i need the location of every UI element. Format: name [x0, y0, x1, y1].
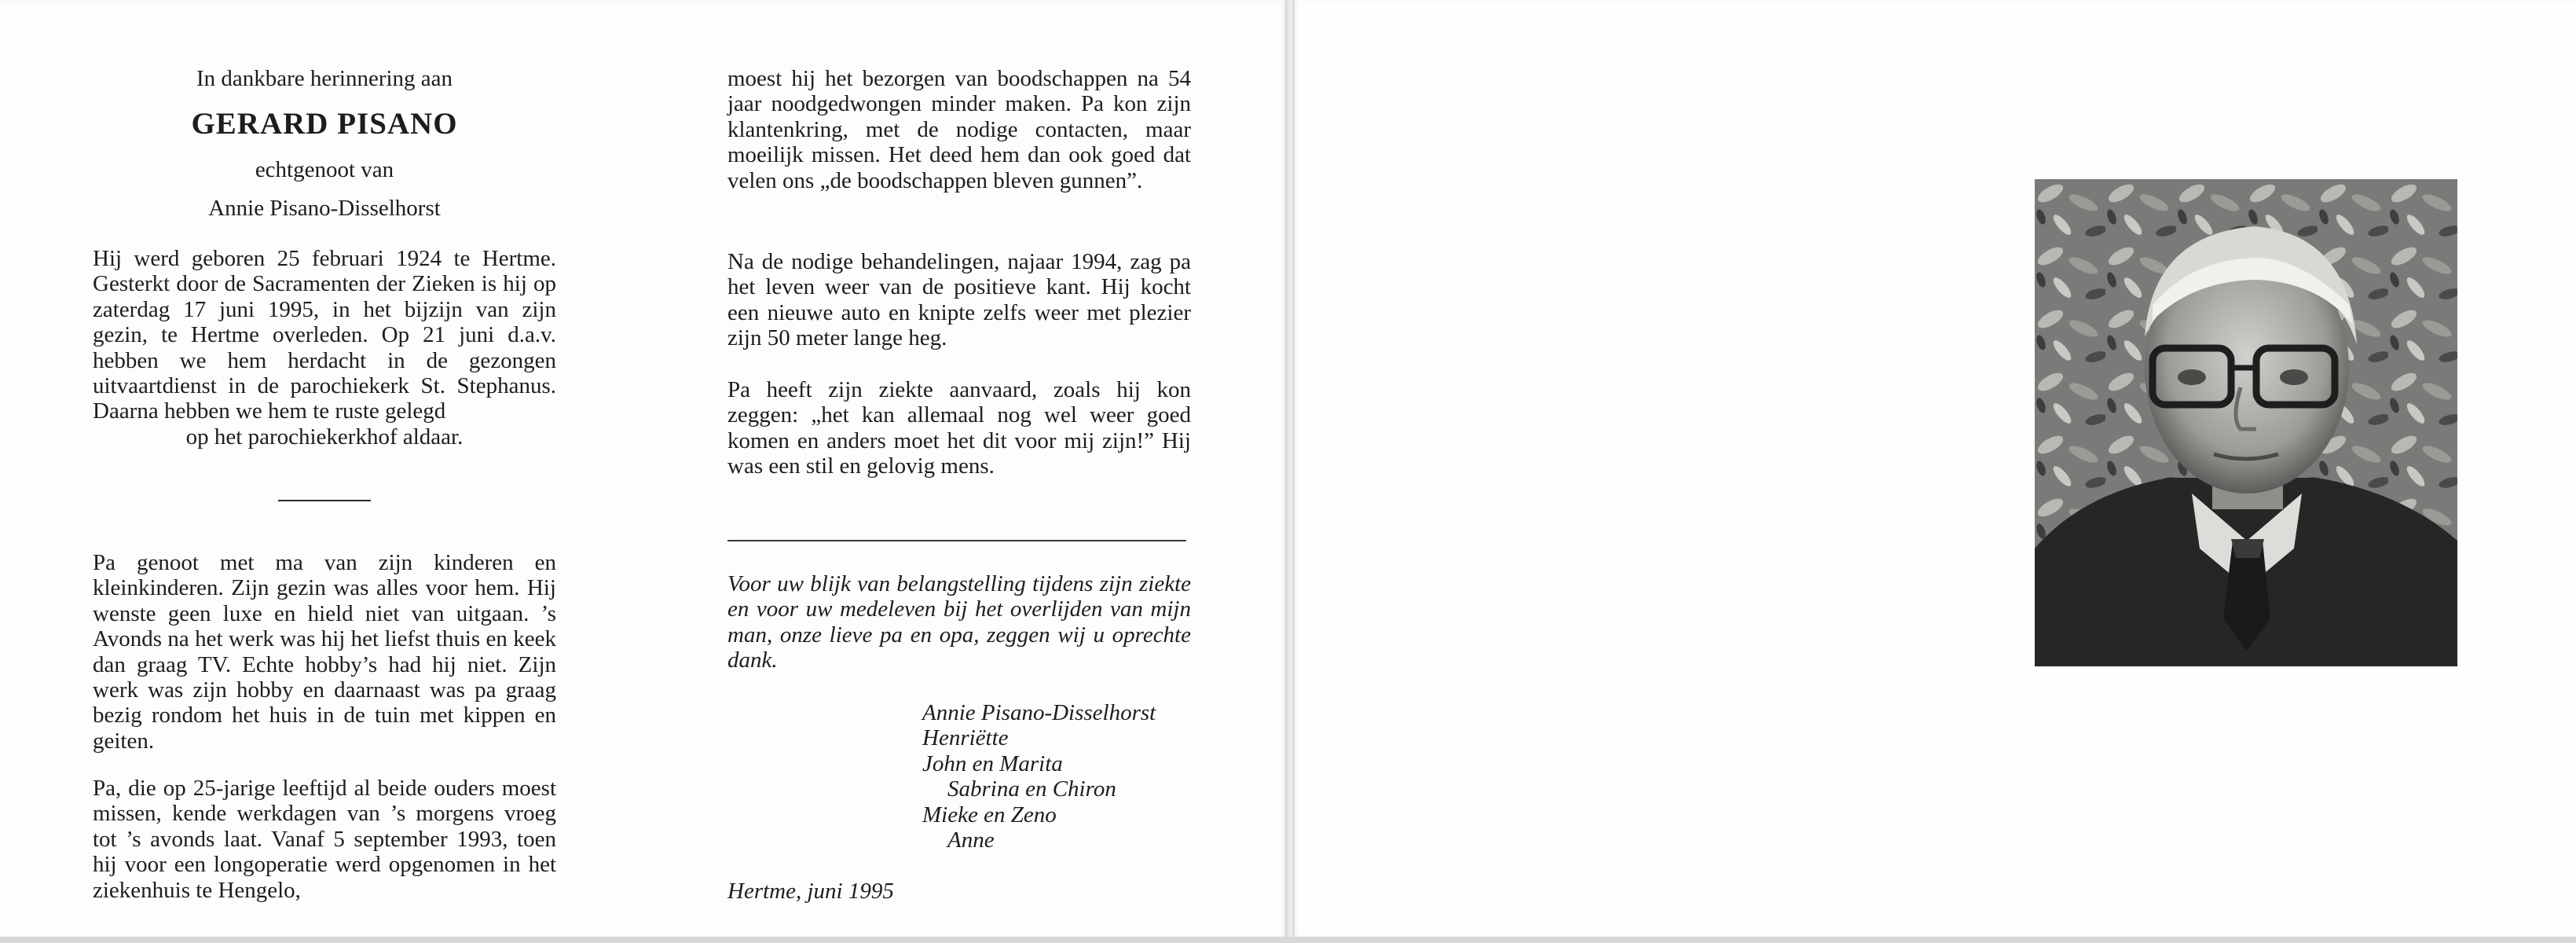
signatory: Henriëtte — [922, 725, 1009, 751]
biography-paragraph-6: Pa heeft zijn ziekte aanvaard, zoals hij kon zeggen: „het kan allemaal nog wel weer goed komen en anders moet het dit voor mij zijn!” Hij was een stil en gelovig mens. — [727, 377, 1191, 479]
spouse-name: Annie Pisano-Disselhorst — [208, 196, 441, 221]
signatory: Annie Pisano-Disselhorst — [922, 700, 1156, 725]
thanks-message: Voor uw blijk van belangstelling tijdens zijn ziekte en voor uw medeleven bij het overlijden van mijn man, onze lieve pa en opa, zeggen wij u oprechte dank. — [727, 571, 1191, 673]
spouse-label: echtgenoot van — [255, 157, 394, 182]
biography-paragraph-4: moest hij het bezorgen van boodschappen na 54 jaar noodgedwongen minder maken. Pa kon zijn klantenkring, met de nodige contacten, maar moeilijk missen. Het deed hem dan ook goed dat velen ons „de boodschappen bleven gunnen”. — [727, 66, 1191, 193]
biography-paragraph-2: Pa genoot met ma van zijn kinderen en kleinkinderen. Zijn gezin was alles voor hem. Hij wenste geen luxe en hield niet van uitgaan. ’s Avonds na het werk was hij het liefst thuis en keek dan graag TV. Echte hobby’s had hij niet. Zijn werk was zijn hobby en daarnaast was pa graag bezig rondom het huis in de tuin met kippen en geiten. — [93, 550, 556, 754]
biography-paragraph-5: Na de nodige behandelingen, najaar 1994, zag pa het leven weer van de positieve kant. Hij kocht een nieuwe auto en knipte zelfs weer met plezier zijn 50 meter lange heg. — [727, 249, 1191, 351]
biography-paragraph-1: Hij werd geboren 25 februari 1924 te Hertme. Gesterkt door de Sacramenten der Zieken is hij op zaterdag 17 juni 1995, in het bijzijn van zijn gezin, te Hertme overleden. Op 21 juni d.a.v. hebben we hem herdacht in de gezongen uitvaartdienst in de parochiekerk St. Stephanus. Daarna hebben we hem te ruste gelegd — [93, 246, 556, 424]
bottom-edge — [0, 937, 2576, 943]
place-date: Hertme, juni 1995 — [727, 879, 894, 904]
divider — [278, 500, 371, 501]
biography-paragraph-1-last-line: op het parochiekerkhof aldaar. — [185, 424, 464, 449]
divider — [727, 540, 1186, 541]
intro-line: In dankbare herinnering aan — [196, 66, 453, 91]
card-fold — [1285, 0, 1295, 943]
left-page — [0, 0, 1285, 937]
signatory: Sabrina en Chiron — [947, 776, 1116, 802]
signatory: Mieke en Zeno — [922, 802, 1057, 827]
signatory: John en Marita — [922, 750, 1063, 776]
signatory: Anne — [947, 827, 995, 853]
biography-paragraph-3: Pa, die op 25-jarige leeftijd al beide ouders moest missen, kende werkdagen van ’s morgens vroeg tot ’s avonds laat. Vanaf 5 september 1993, toen hij voor een longoperatie werd opgenomen in het ziekenhuis te Hengelo, — [93, 776, 556, 903]
portrait-photo — [2035, 179, 2457, 666]
signatories — [922, 700, 1205, 853]
deceased-name: GERARD PISANO — [191, 107, 458, 141]
